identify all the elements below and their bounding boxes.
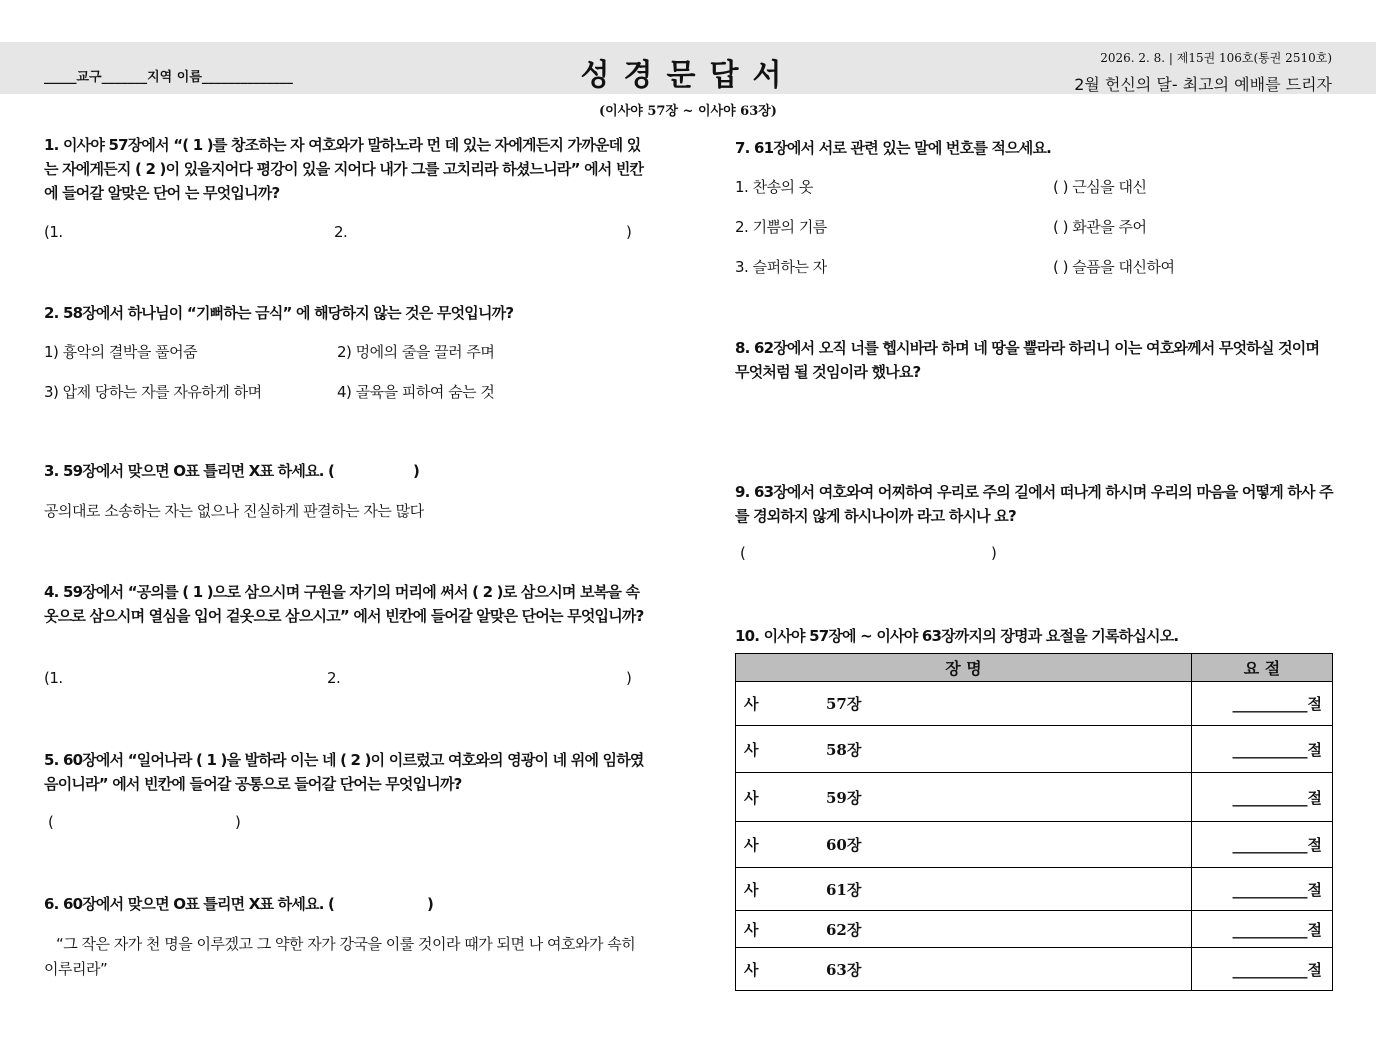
col-chapter-name: 장 명: [736, 654, 1192, 682]
q4-answer-close: ): [626, 669, 632, 687]
question-4: 4. 59장에서 “공의를 ( 1 )으로 삼으시며 구원을 자기의 머리에 써서 ( 2 )로 삼으시며 보복을 속옷으로 삼으시며 열심을 입어 겉옷으로 삼으시고” 에서 빈칸에 들어갈 알맞은 단어는 무엇입니까?: [44, 583, 644, 625]
q3-answer-close: ): [413, 462, 420, 480]
q6-statement: “그 작은 자가 천 명을 이루겠고 그 약한 자가 강국을 이룰 것이라 때가 되면 나 여호와가 속히 이루리라”: [44, 935, 636, 978]
row-verse-blank[interactable]: __________절: [1192, 726, 1333, 773]
question-8: 8. 62장에서 오직 너를 헵시바라 하며 네 땅을 뿔라라 하리니 이는 여호와께서 무엇하실 것이며 무엇처럼 될 것임이라 했나요?: [735, 339, 1320, 381]
row-book: 사: [744, 880, 759, 899]
table-row: [736, 911, 1333, 948]
page-title: 성경문답서: [580, 58, 796, 93]
row-book: 사: [744, 695, 759, 713]
table-row: [736, 868, 1333, 911]
q4-answer-2-label: 2.: [327, 669, 341, 687]
chapter-verse-table: [735, 653, 1333, 991]
q1-answer-1-label: (1.: [44, 223, 63, 241]
question-2: 2. 58장에서 하나님이 “기뻐하는 금식” 에 해당하지 않는 것은 무엇입니까?: [44, 304, 514, 322]
q7-left-1: 1. 찬송의 옷: [735, 178, 813, 196]
row-chapter: 58장: [826, 740, 862, 759]
row-book: 사: [744, 788, 759, 807]
q2-option-3: 3) 압제 당하는 자를 자유하게 하며: [44, 383, 262, 401]
q5-answer-open: (: [48, 813, 54, 831]
q4-answer-1-label: (1.: [44, 669, 63, 687]
q1-answer-close: ): [626, 223, 632, 241]
row-chapter: 63장: [826, 960, 862, 979]
row-book: 사: [744, 836, 759, 854]
question-10: 10. 이사야 57장에 ~ 이사야 63장까지의 장명과 요절을 기록하십시오.: [735, 627, 1179, 645]
question-5: 5. 60장에서 “일어나라 ( 1 )을 발하라 이는 네 ( 2 )이 이르렀고 여호와의 영광이 네 위에 임하였음이니라” 에서 빈칸에 들어갈 공통으로 들어갈 단어는 무엇입니까?: [44, 751, 644, 793]
name-fields: _____교구_______지역 이름______________: [44, 70, 293, 85]
q5-answer-close: ): [235, 813, 241, 831]
q9-answer-close: ): [991, 544, 997, 562]
row-chapter: 59장: [826, 788, 862, 807]
q7-right-2: ( ) 화관을 주어: [1053, 218, 1147, 236]
question-3: 3. 59장에서 맞으면 O표 틀리면 X표 하세요. (: [44, 462, 335, 480]
row-verse-blank[interactable]: __________절: [1192, 948, 1333, 991]
table-row: [736, 726, 1333, 773]
col-key-verse: 요 절: [1192, 654, 1333, 682]
row-verse-blank[interactable]: __________절: [1192, 911, 1333, 948]
table-row: [736, 822, 1333, 868]
scripture-range: (이사야 57장 ~ 이사야 63장): [599, 104, 777, 119]
row-verse-blank[interactable]: __________절: [1192, 682, 1333, 726]
q7-left-2: 2. 기쁨의 기름: [735, 218, 827, 236]
question-9: 9. 63장에서 여호와여 어찌하여 우리로 주의 길에서 떠나게 하시며 우리의 마음을 어떻게 하사 주를 경외하지 않게 하시나이까 라고 하시나 요?: [735, 483, 1333, 525]
q7-right-1: ( ) 근심을 대신: [1053, 178, 1147, 196]
q2-option-4: 4) 골육을 피하여 숨는 것: [337, 383, 495, 401]
row-book: 사: [744, 920, 759, 939]
table-row: [736, 948, 1333, 991]
row-book: 사: [744, 740, 759, 759]
row-verse-blank[interactable]: __________절: [1192, 822, 1333, 868]
q2-option-1: 1) 흉악의 결박을 풀어줌: [44, 343, 198, 361]
issue-info: 2026. 2. 8. | 제15권 106호(통권 2510호): [1100, 51, 1332, 65]
row-chapter: 57장: [826, 695, 862, 713]
q9-answer-open: (: [740, 544, 746, 562]
row-chapter: 61장: [826, 880, 862, 899]
q3-statement: 공의대로 소송하는 자는 없으나 진실하게 판결하는 자는 많다: [44, 502, 424, 520]
table-row: [736, 682, 1333, 726]
q6-answer-close: ): [427, 895, 434, 913]
q1-answer-2-label: 2.: [334, 223, 348, 241]
question-6: 6. 60장에서 맞으면 O표 틀리면 X표 하세요. (: [44, 895, 335, 913]
question-7: 7. 61장에서 서로 관련 있는 말에 번호를 적으세요.: [735, 139, 1052, 157]
row-verse-blank[interactable]: __________절: [1192, 773, 1333, 822]
row-chapter: 60장: [826, 836, 862, 854]
q7-left-3: 3. 슬퍼하는 자: [735, 258, 827, 276]
row-book: 사: [744, 960, 759, 979]
question-1: 1. 이사야 57장에서 “( 1 )를 창조하는 자 여호와가 말하노라 먼 데 있는 자에게든지 가까운데 있는 자에게든지 ( 2 )이 있을지어다 평강이 있을 지어다 내가 그를 고치리라 하셨느니라” 에서 빈칸에 들어갈 알맞은 단어 는 무엇입니까?: [44, 136, 644, 202]
row-chapter: 62장: [826, 920, 862, 939]
q7-right-3: ( ) 슬픔을 대신하여: [1053, 258, 1175, 276]
table-row: [736, 773, 1333, 822]
monthly-theme: 2월 헌신의 달- 최고의 예배를 드리자: [1074, 75, 1332, 94]
row-verse-blank[interactable]: __________절: [1192, 868, 1333, 911]
q2-option-2: 2) 멍에의 줄을 끌러 주며: [337, 343, 495, 361]
